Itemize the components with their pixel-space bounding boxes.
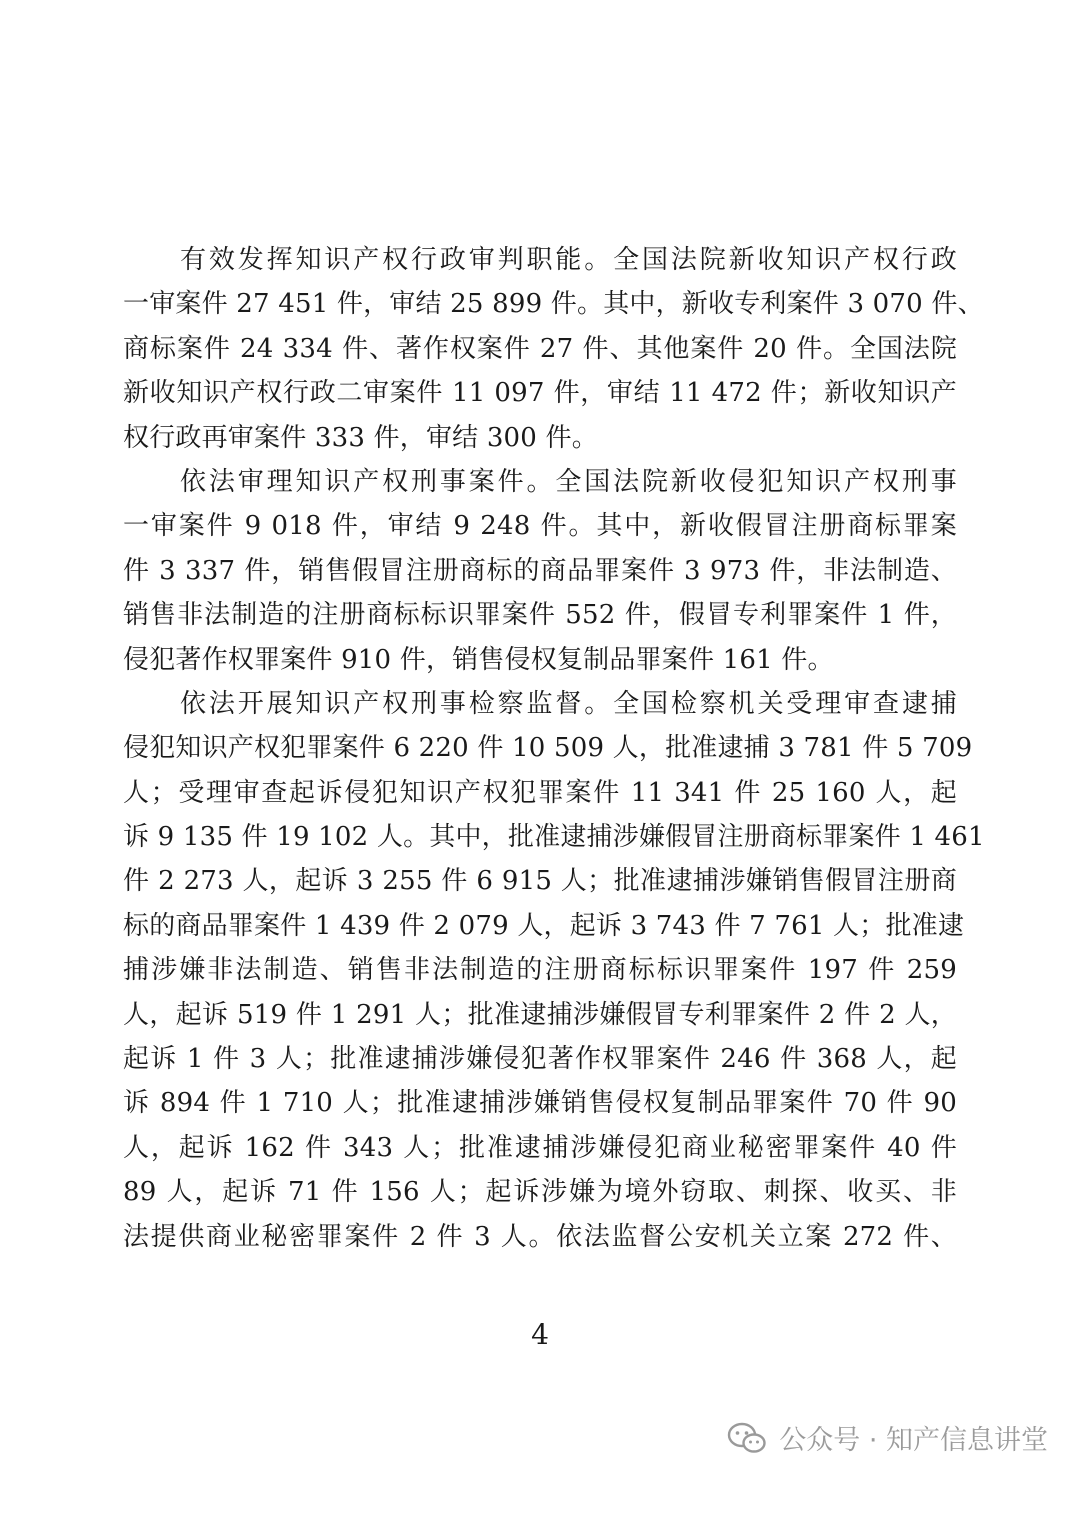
text-line: 销售非法制造的注册商标标识罪案件 552 件，假冒专利罪案件 1 件， xyxy=(123,600,957,631)
text-line: 诉 9 135 件 19 102 人。其中，批准逮捕涉嫌假冒注册商标罪案件 1 461 xyxy=(123,822,985,853)
text-line: 起诉 1 件 3 人；批准逮捕涉嫌侵犯著作权罪案件 246 件 368 人，起 xyxy=(123,1044,957,1075)
text-line: 件 3 337 件，销售假冒注册商标的商品罪案件 3 973 件，非法制造、 xyxy=(123,555,957,586)
wechat-icon xyxy=(727,1421,767,1455)
document-body xyxy=(123,238,985,1259)
text-line: 法提供商业秘密罪案件 2 件 3 人。依法监督公安机关立案 272 件、 xyxy=(123,1221,957,1252)
text-line: 89 人，起诉 71 件 156 人；起诉涉嫌为境外窃取、刺探、收买、非 xyxy=(123,1177,957,1208)
text-line: 人；受理审查起诉侵犯知识产权犯罪案件 11 341 件 25 160 人，起 xyxy=(123,777,957,808)
paragraph-procuratorial-supervision xyxy=(123,682,985,1259)
text-line: 捕涉嫌非法制造、销售非法制造的注册商标标识罪案件 197 件 259 xyxy=(123,955,957,986)
text-line: 有效发挥知识产权行政审判职能。全国法院新收知识产权行政 xyxy=(180,245,957,275)
paragraph-criminal-cases xyxy=(123,460,957,682)
text-line: 件 2 273 人，起诉 3 255 件 6 915 人；批准逮捕涉嫌销售假冒注册商 xyxy=(123,866,957,897)
text-line: 一审案件 27 451 件，审结 25 899 件。其中，新收专利案件 3 070 件、 xyxy=(123,289,984,320)
text-line: 诉 894 件 1 710 人；批准逮捕涉嫌销售侵权复制品罪案件 70 件 90 xyxy=(123,1088,957,1119)
paragraph-administrative-trials xyxy=(123,238,984,460)
text-line: 侵犯著作权罪案件 910 件，销售侵权复制品罪案件 161 件。 xyxy=(123,644,834,675)
watermark xyxy=(727,1418,1048,1457)
text-line: 人，起诉 519 件 1 291 人；批准逮捕涉嫌假冒专利罪案件 2 件 2 人， xyxy=(123,999,957,1030)
text-line: 标的商品罪案件 1 439 件 2 079 人，起诉 3 743 件 7 761 人；批准逮 xyxy=(123,910,965,941)
text-line: 一审案件 9 018 件，审结 9 248 件。其中，新收假冒注册商标罪案 xyxy=(123,511,957,542)
page-number: 4 xyxy=(531,1318,549,1351)
text-line: 商标案件 24 334 件、著作权案件 27 件、其他案件 20 件。全国法院 xyxy=(123,333,957,364)
watermark-text: 公众号 · 知产信息讲堂 xyxy=(779,1425,1048,1456)
text-line: 依法开展知识产权刑事检察监督。全国检察机关受理审查逮捕 xyxy=(180,688,957,719)
text-line: 侵犯知识产权犯罪案件 6 220 件 10 509 人，批准逮捕 3 781 件 5 709 xyxy=(123,733,973,764)
text-line: 权行政再审案件 333 件，审结 300 件。 xyxy=(123,422,598,453)
text-line: 新收知识产权行政二审案件 11 097 件，审结 11 472 件；新收知识产 xyxy=(123,378,957,409)
text-line: 依法审理知识产权刑事案件。全国法院新收侵犯知识产权刑事 xyxy=(180,466,957,497)
text-line: 人，起诉 162 件 343 人；批准逮捕涉嫌侵犯商业秘密罪案件 40 件 xyxy=(123,1132,957,1163)
